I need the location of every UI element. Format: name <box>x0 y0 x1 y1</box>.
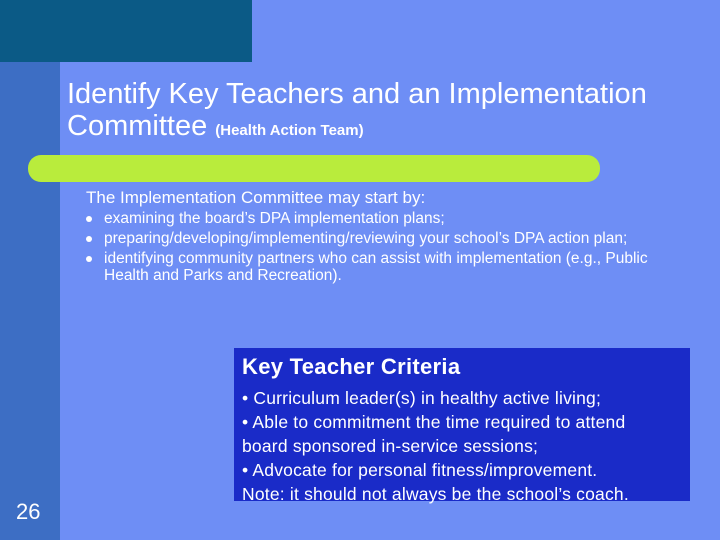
bullet-list <box>86 210 686 287</box>
criteria-line: board sponsored in-service sessions; <box>242 436 539 456</box>
slide-title <box>67 78 707 147</box>
top-decorative-block <box>0 0 252 62</box>
list-item <box>86 230 686 247</box>
criteria-line: Note: it should not always be the school’s coach. <box>242 484 629 504</box>
bullet-text: preparing/developing/implementing/reviewing your school’s DPA action plan; <box>104 230 628 247</box>
bullet-text: examining the board’s DPA implementation plans; <box>104 210 445 227</box>
slide-title-main: Identify Key Teachers and an Implementation Committee <box>67 78 647 142</box>
bullet-dot-icon <box>86 216 92 222</box>
list-item <box>86 250 686 284</box>
left-decorative-band <box>0 0 60 540</box>
bullet-dot-icon <box>86 256 92 262</box>
criteria-line: • Curriculum leader(s) in healthy active living; <box>242 388 602 408</box>
key-teacher-criteria-box <box>234 348 690 504</box>
bullet-text: identifying community partners who can assist with implementation (e.g., Public Health and Parks and Recreation). <box>104 250 648 284</box>
slide-title-sub: (Health Action Team) <box>215 122 364 139</box>
accent-bar <box>28 155 600 182</box>
bullet-dot-icon <box>86 236 92 242</box>
page-number: 26 <box>16 499 41 524</box>
intro-text: The Implementation Committee may start by: <box>86 188 426 207</box>
list-item <box>86 210 686 227</box>
criteria-title: Key Teacher Criteria <box>242 354 461 379</box>
criteria-line: • Advocate for personal fitness/improvement. <box>242 460 598 480</box>
criteria-line: • Able to commitment the time required to attend <box>242 412 626 432</box>
